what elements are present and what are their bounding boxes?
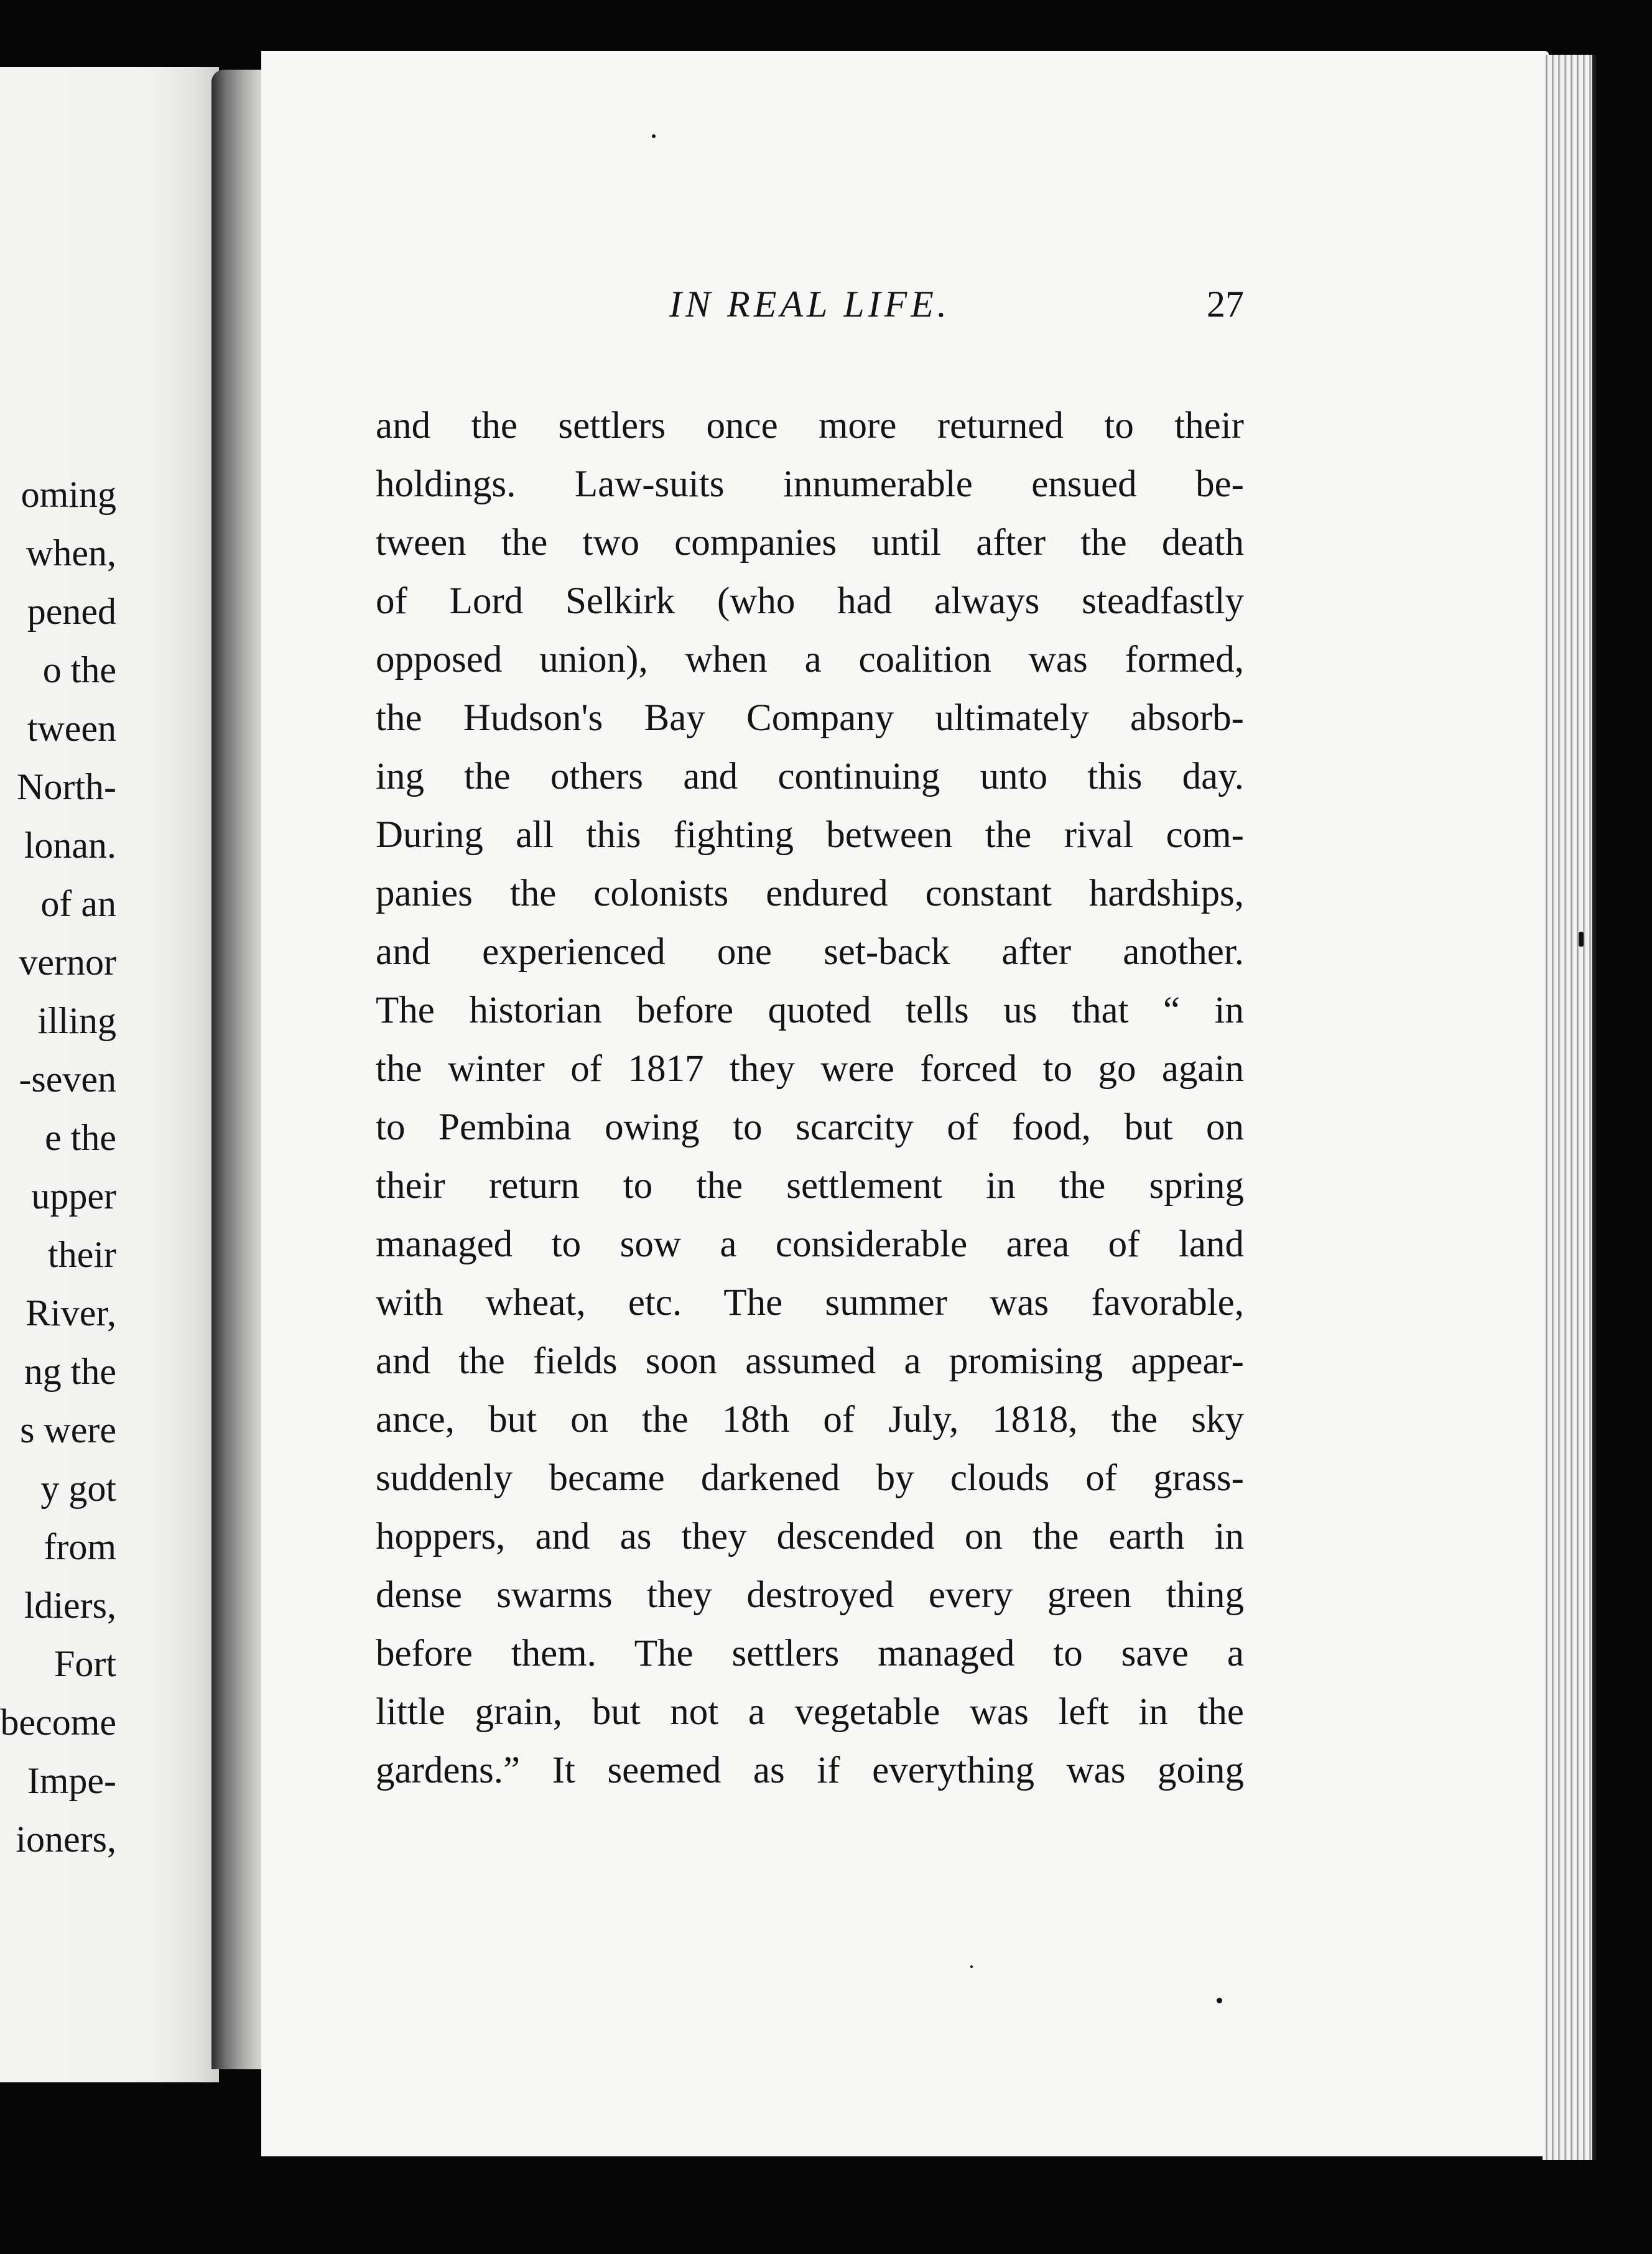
running-head-title: IN REAL LIFE. bbox=[669, 284, 950, 325]
text-line: ance, but on the 18th of July, 1818, the sky bbox=[376, 1399, 1244, 1440]
scan-speck bbox=[1217, 1998, 1222, 2003]
text-line: dense swarms they destroyed every green thing bbox=[376, 1574, 1244, 1616]
text-line: their return to the settlement in the spring bbox=[376, 1165, 1244, 1207]
left-line: lonan. bbox=[24, 825, 116, 866]
text-line: to Pembina owing to scarcity of food, but on bbox=[376, 1106, 1244, 1148]
text-line: holdings. Law-suits innumerable ensued be- bbox=[376, 463, 1244, 505]
left-line: upper bbox=[31, 1176, 116, 1217]
left-line: vernor bbox=[19, 942, 116, 983]
left-line: tween bbox=[27, 708, 116, 749]
left-page-text bbox=[0, 465, 116, 1868]
left-line: of an bbox=[40, 883, 116, 924]
left-line: e the bbox=[45, 1117, 116, 1158]
text-line: managed to sow a considerable area of land bbox=[376, 1223, 1244, 1265]
text-line: tween the two companies until after the death bbox=[376, 522, 1244, 564]
page-number: 27 bbox=[1207, 284, 1244, 325]
text-line: and the fields soon assumed a promising appear- bbox=[376, 1340, 1244, 1382]
scan-speck bbox=[1579, 932, 1584, 947]
text-line: opposed union), when a coalition was formed, bbox=[376, 639, 1244, 680]
left-line: pened bbox=[27, 591, 116, 632]
text-line: before them. The settlers managed to save a bbox=[376, 1633, 1244, 1674]
left-line: from bbox=[44, 1526, 116, 1567]
text-line: the winter of 1817 they were forced to go again bbox=[376, 1048, 1244, 1090]
left-line: y got bbox=[40, 1468, 116, 1509]
left-line: s were bbox=[20, 1409, 116, 1450]
left-line: ng the bbox=[24, 1351, 116, 1392]
scan-speck bbox=[970, 1965, 973, 1968]
text-line: hoppers, and as they descended on the earth in bbox=[376, 1516, 1244, 1557]
left-line: illing bbox=[37, 1000, 116, 1041]
text-line: little grain, but not a vegetable was left in the bbox=[376, 1691, 1244, 1733]
left-line: River, bbox=[26, 1292, 116, 1333]
left-line: oming bbox=[21, 474, 116, 515]
running-head bbox=[376, 283, 1244, 339]
left-line: ldiers, bbox=[24, 1585, 116, 1626]
text-line: with wheat, etc. The summer was favorable, bbox=[376, 1282, 1244, 1324]
left-line: -seven bbox=[19, 1059, 116, 1100]
left-line: Impe- bbox=[27, 1760, 116, 1801]
page-edges bbox=[1543, 55, 1596, 2160]
text-line: panies the colonists endured constant hardships, bbox=[376, 873, 1244, 914]
left-page bbox=[0, 67, 219, 2082]
text-line: During all this fighting between the rival com- bbox=[376, 814, 1244, 856]
text-line: ing the others and continuing unto this day. bbox=[376, 756, 1244, 797]
left-line: their bbox=[48, 1234, 116, 1275]
text-line: and experienced one set-back after another. bbox=[376, 931, 1244, 973]
left-line: ioners, bbox=[16, 1819, 116, 1860]
text-line: of Lord Selkirk (who had always steadfastly bbox=[376, 580, 1244, 622]
left-line: when, bbox=[26, 532, 116, 573]
text-line: the Hudson's Bay Company ultimately absorb- bbox=[376, 697, 1244, 739]
scan-speck bbox=[652, 134, 656, 138]
text-line: and the settlers once more returned to their bbox=[376, 405, 1244, 447]
left-line: become bbox=[0, 1702, 116, 1743]
text-line: gardens.” It seemed as if everything was going bbox=[376, 1750, 1244, 1791]
text-line: suddenly became darkened by clouds of grass- bbox=[376, 1457, 1244, 1499]
left-line: Fort bbox=[53, 1643, 116, 1684]
text-line: The historian before quoted tells us that “ in bbox=[376, 990, 1244, 1031]
left-line: North- bbox=[17, 766, 116, 807]
left-line: o the bbox=[42, 649, 116, 690]
body-text bbox=[376, 397, 1244, 1800]
